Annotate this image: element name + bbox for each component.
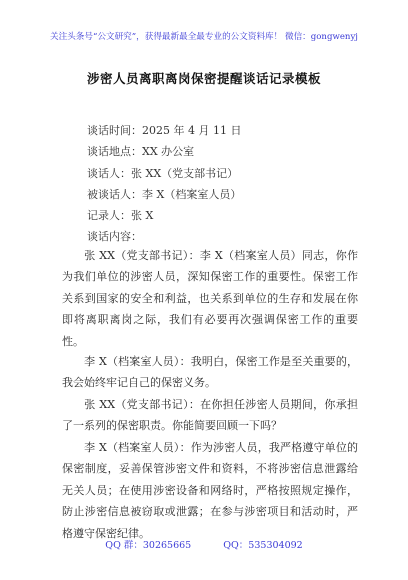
footer-qq: QQ：535304092 [223,540,303,551]
meta-time: 谈话时间：2025 年 4 月 11 日 [87,124,242,137]
meta-place: 谈话地点：XX 办公室 [87,145,195,158]
meta-recorder: 记录人：张 X [87,209,154,222]
paragraph-4 [62,437,358,540]
paragraph-3 [62,394,358,437]
header-notice: 关注头条号“公文研究”，获得最新最全最专业的公文资料库！ 微信：gongwenyj [50,32,358,42]
meta-listener: 被谈话人：李 X（档案室人员） [87,188,242,201]
paragraph-2-text: 李 X（档案室人员）：我明白，保密工作是至关重要的，我会始终牢记自己的保密义务。 [62,355,358,390]
paragraph-2 [62,351,358,394]
footer-qq-group: QQ 群：30265665 [105,540,192,551]
meta-speaker: 谈话人：张 XX（党支部书记） [87,167,239,180]
meta-content-label: 谈话内容： [87,230,142,243]
paragraph-1 [62,245,358,352]
paragraph-1-text: 张 XX（党支部书记）：李 X（档案室人员）同志，你作为我们单位的涉密人员，深知保密工作的重要性。保密工作关系到国家的安全和利益，也关系到单位的生存和发展在你即将离职离岗之际，我们有必要再次强调保密工作的重要性。 [62,249,358,348]
paragraph-3-text: 张 XX（党支部书记）：在你担任涉密人员期间，你承担了一系列的保密职责。你能简要回顾一下吗？ [62,398,358,433]
paragraph-4-text: 李 X（档案室人员）：作为涉密人员，我严格遵守单位的保密制度，妥善保管涉密文件和资料，不将涉密信息泄露给无关人员；在使用涉密设备和网络时，严格按照规定操作，防止涉密信息被窃取或泄露；在参与涉密项目和活动时，严格遵守保密纪律。 [62,441,358,540]
footer-contact [0,537,408,551]
document-title: 涉密人员离职离岗保密提醒谈话记录模板 [86,71,321,86]
